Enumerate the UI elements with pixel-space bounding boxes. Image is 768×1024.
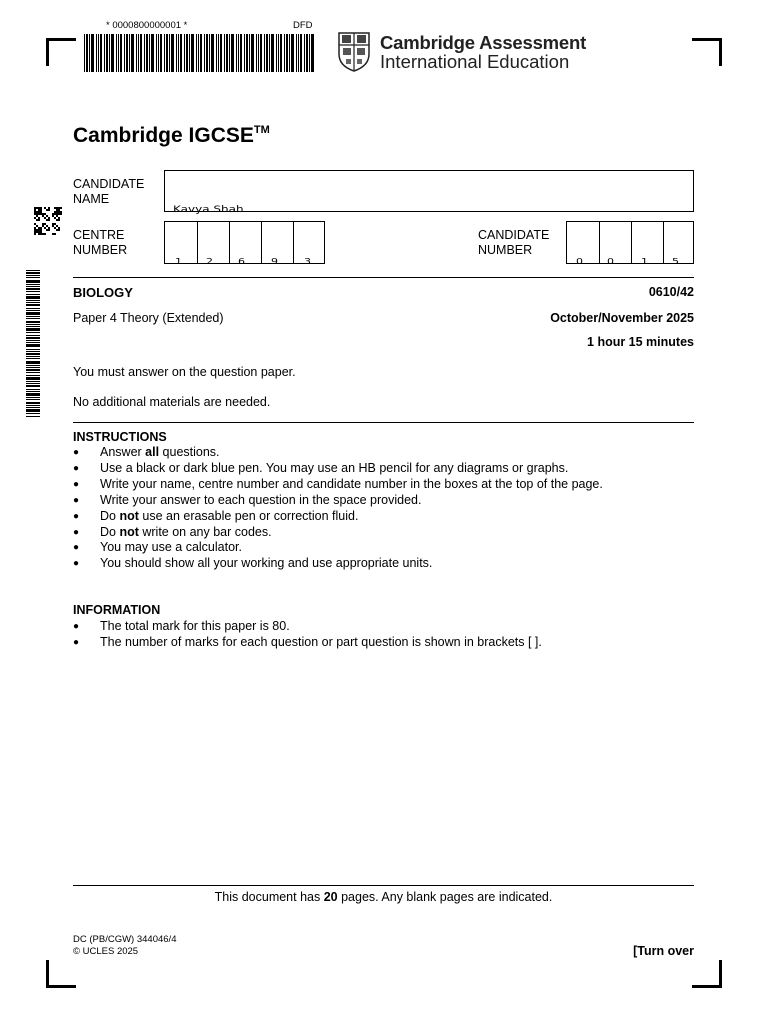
materials-note: No additional materials are needed. [73, 395, 271, 409]
divider [73, 277, 694, 278]
list-item: ● Use a black or dark blue pen. You may use an HB pencil for any diagrams or graphs. [73, 460, 569, 475]
turn-over: [Turn over [633, 944, 694, 958]
centre-digit-cell [293, 222, 325, 266]
corner-mark-bottom-left [46, 960, 76, 988]
corner-mark-bottom-right [692, 960, 722, 988]
page-title [73, 124, 270, 148]
list-item: ● Do not write on any bar codes. [73, 524, 272, 539]
centre-digit: 1 [175, 256, 182, 266]
centre-label-1: CENTRE [73, 228, 125, 242]
centre-label-2: NUMBER [73, 243, 128, 257]
divider [73, 422, 694, 423]
candidate-name-label-2: NAME [73, 192, 110, 206]
candidate-digit-cell [631, 222, 663, 266]
list-item: ● The number of marks for each question or part question is shown in brackets [ ]. [73, 634, 542, 649]
cambridge-logo [338, 30, 588, 74]
candidate-digit: 0 [607, 256, 614, 266]
exam-duration: 1 hour 15 minutes [587, 335, 694, 349]
centre-digit-cell [261, 222, 293, 266]
shield-crest-icon [338, 32, 370, 72]
candidate-digit-cell [567, 222, 599, 266]
centre-digit: 2 [206, 256, 213, 266]
candidate-digit: 0 [576, 256, 583, 266]
candidate-number-label-2: NUMBER [478, 243, 533, 257]
document-ref: DC (PB/CGW) 344046/4 [73, 934, 177, 945]
corner-mark-top-left [46, 38, 76, 66]
title-text: Cambridge IGCSE [73, 124, 254, 147]
corner-mark-top-right [692, 38, 722, 66]
centre-number-label [73, 228, 127, 258]
page-count-note: This document has 20 pages. Any blank pages are indicated. [214, 890, 553, 904]
candidate-number-label [478, 228, 549, 258]
candidate-digit: 1 [641, 256, 648, 266]
list-item: ● Answer all questions. [73, 445, 220, 459]
logo-line2: International Education [380, 51, 570, 72]
centre-digit-cell [197, 222, 229, 266]
instructions-list [73, 445, 694, 572]
information-heading: INFORMATION [73, 603, 161, 617]
information-list [73, 619, 694, 651]
list-item: ● You may use a calculator. [73, 540, 242, 555]
list-item: ● You should show all your working and use appropriate units. [73, 556, 433, 571]
side-qr-code [34, 207, 62, 235]
copyright: © UCLES 2025 [73, 946, 139, 957]
paper-title: Paper 4 Theory (Extended) [73, 311, 224, 325]
instructions-heading: INSTRUCTIONS [73, 430, 167, 444]
paper-code: 0610/42 [648, 285, 694, 299]
list-item: ● The total mark for this paper is 80. [73, 619, 290, 633]
candidate-name-handwriting: Kavya Shah [173, 203, 244, 214]
list-item: ● Write your answer to each question in the space provided. [73, 492, 422, 507]
candidate-number-box[interactable] [566, 221, 694, 264]
centre-digit: 3 [304, 256, 311, 266]
candidate-name-label [73, 177, 144, 207]
barcode-code: DFD [293, 20, 313, 31]
centre-digit: 9 [271, 256, 278, 266]
candidate-number-label-1: CANDIDATE [478, 228, 550, 242]
centre-digit-cell [165, 222, 197, 266]
logo-line1: Cambridge Assessment [380, 32, 587, 53]
subject: BIOLOGY [73, 285, 133, 300]
candidate-digit: 5 [672, 256, 679, 266]
answer-note: You must answer on the question paper. [73, 365, 296, 379]
centre-number-box[interactable] [164, 221, 325, 264]
centre-digit-cell [229, 222, 261, 266]
list-item: ● Write your name, centre number and candidate number in the boxes at the top of the page. [73, 476, 603, 491]
footer-divider [73, 885, 694, 886]
candidate-name-label-1: CANDIDATE [73, 177, 145, 191]
candidate-digit-cell [599, 222, 631, 266]
list-item: ● Do not use an erasable pen or correction fluid. [73, 508, 359, 523]
side-barcode [26, 270, 40, 418]
footer-ref [73, 934, 176, 958]
barcode-number: * 0000800000001 * [106, 20, 188, 31]
trademark: TM [253, 124, 270, 136]
candidate-digit-cell [663, 222, 694, 266]
top-barcode [84, 34, 316, 72]
exam-session: October/November 2025 [550, 311, 694, 325]
centre-digit: 6 [238, 256, 245, 266]
candidate-name-box[interactable] [164, 170, 694, 212]
